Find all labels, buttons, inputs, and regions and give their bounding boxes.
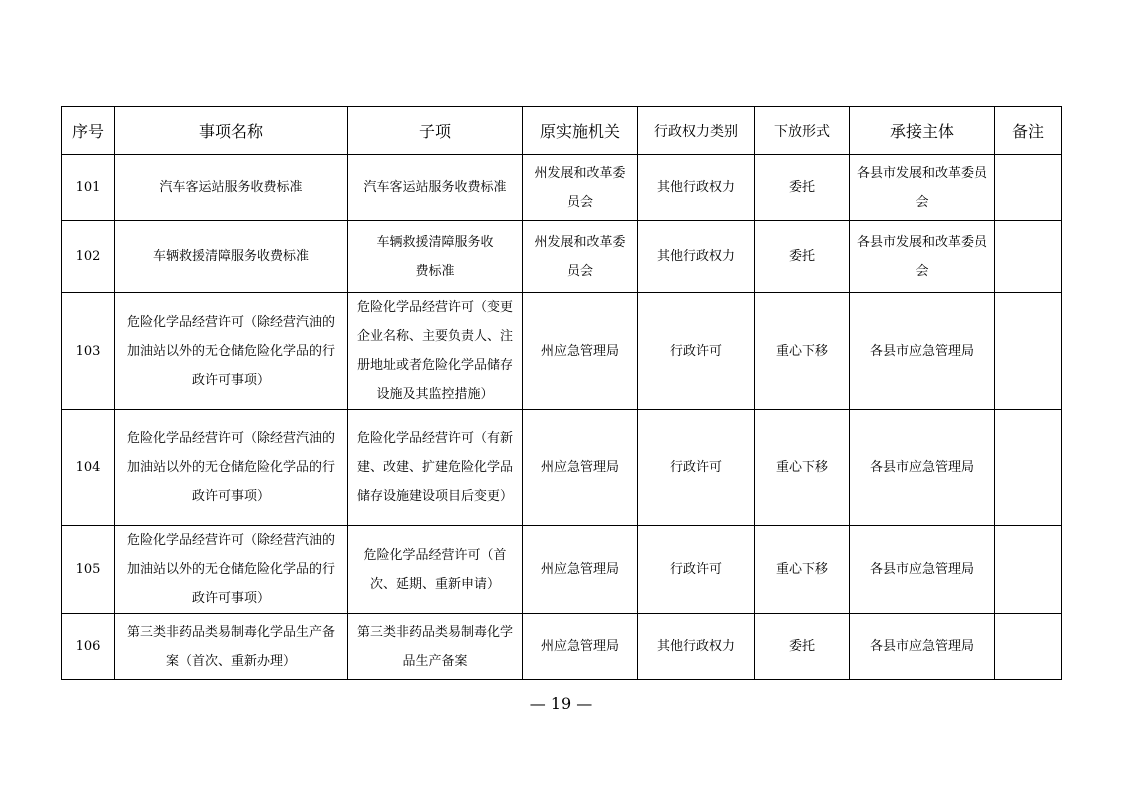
row-agency: 州应急管理局 <box>523 614 638 680</box>
row-note <box>995 614 1062 680</box>
table-row <box>62 526 1062 614</box>
row-sub-item: 第三类非药品类易制毒化学品生产备案 <box>348 614 523 680</box>
row-sub-item: 危险化学品经营许可（有新建、改建、扩建危险化学品储存设施建设项目后变更） <box>348 410 523 526</box>
row-serial: 105 <box>62 526 115 614</box>
row-note <box>995 293 1062 410</box>
row-sub-item: 危险化学品经营许可（首次、延期、重新申请） <box>348 526 523 614</box>
row-sub-item: 汽车客运站服务收费标准 <box>348 155 523 221</box>
table-row <box>62 410 1062 526</box>
header-serial: 序号 <box>62 107 115 155</box>
row-note <box>995 526 1062 614</box>
row-serial: 106 <box>62 614 115 680</box>
delegation-table <box>61 106 1062 680</box>
row-serial: 103 <box>62 293 115 410</box>
row-category: 其他行政权力 <box>638 614 755 680</box>
table-header-row <box>62 107 1062 155</box>
row-form: 重心下移 <box>755 526 850 614</box>
row-receiver: 各县市应急管理局 <box>850 614 995 680</box>
header-original-agency: 原实施机关 <box>523 107 638 155</box>
row-item-name: 危险化学品经营许可（除经营汽油的加油站以外的无仓储危险化学品的行政许可事项） <box>115 293 348 410</box>
table-row <box>62 221 1062 293</box>
row-agency: 州应急管理局 <box>523 410 638 526</box>
row-item-name: 危险化学品经营许可（除经营汽油的加油站以外的无仓储危险化学品的行政许可事项） <box>115 410 348 526</box>
row-agency: 州应急管理局 <box>523 526 638 614</box>
row-category: 行政许可 <box>638 526 755 614</box>
row-category: 行政许可 <box>638 410 755 526</box>
row-item-name: 第三类非药品类易制毒化学品生产备案（首次、重新办理） <box>115 614 348 680</box>
row-note <box>995 155 1062 221</box>
table-row <box>62 155 1062 221</box>
row-serial: 104 <box>62 410 115 526</box>
header-item-name: 事项名称 <box>115 107 348 155</box>
row-form: 委托 <box>755 221 850 293</box>
header-power-category: 行政权力类别 <box>638 107 755 155</box>
page-number: — 19 — <box>529 694 593 713</box>
header-remarks: 备注 <box>995 107 1062 155</box>
row-category: 其他行政权力 <box>638 155 755 221</box>
header-receiver: 承接主体 <box>850 107 995 155</box>
row-agency: 州应急管理局 <box>523 293 638 410</box>
row-item-name: 车辆救援清障服务收费标准 <box>115 221 348 293</box>
row-category: 行政许可 <box>638 293 755 410</box>
row-sub-item: 车辆救援清障服务收费标准 <box>348 221 523 293</box>
row-form: 重心下移 <box>755 293 850 410</box>
row-serial: 102 <box>62 221 115 293</box>
row-sub-item: 危险化学品经营许可（变更企业名称、主要负责人、注册地址或者危险化学品储存设施及其监控措施） <box>348 293 523 410</box>
row-receiver: 各县市发展和改革委员会 <box>850 221 995 293</box>
row-agency: 州发展和改革委员会 <box>523 155 638 221</box>
row-serial: 101 <box>62 155 115 221</box>
row-receiver: 各县市应急管理局 <box>850 526 995 614</box>
row-receiver: 各县市发展和改革委员会 <box>850 155 995 221</box>
header-sub-item: 子项 <box>348 107 523 155</box>
row-agency: 州发展和改革委员会 <box>523 221 638 293</box>
row-category: 其他行政权力 <box>638 221 755 293</box>
row-item-name: 汽车客运站服务收费标准 <box>115 155 348 221</box>
row-receiver: 各县市应急管理局 <box>850 293 995 410</box>
row-note <box>995 410 1062 526</box>
row-note <box>995 221 1062 293</box>
row-form: 委托 <box>755 614 850 680</box>
row-receiver: 各县市应急管理局 <box>850 410 995 526</box>
table-row <box>62 293 1062 410</box>
row-form: 重心下移 <box>755 410 850 526</box>
table-row <box>62 614 1062 680</box>
row-form: 委托 <box>755 155 850 221</box>
header-delegation-form: 下放形式 <box>755 107 850 155</box>
row-item-name: 危险化学品经营许可（除经营汽油的加油站以外的无仓储危险化学品的行政许可事项） <box>115 526 348 614</box>
